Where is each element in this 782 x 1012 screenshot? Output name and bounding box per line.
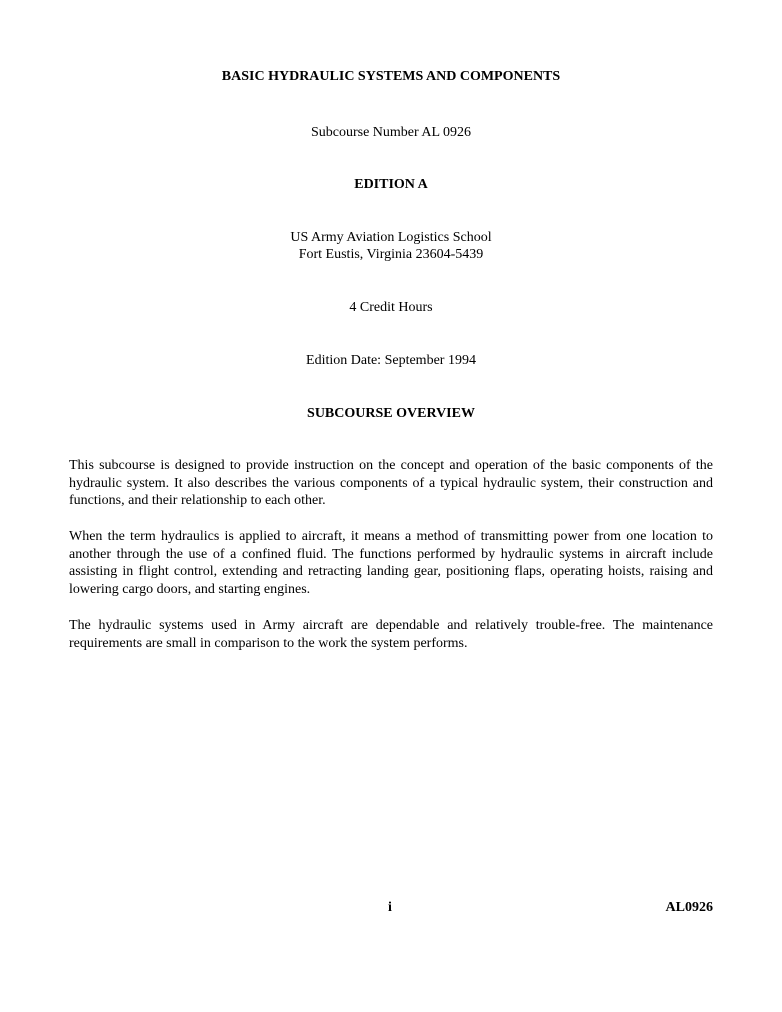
subcourse-number: Subcourse Number AL 0926 <box>310 125 472 140</box>
document-id: AL0926 <box>665 900 713 915</box>
school-name: US Army Aviation Logistics School <box>290 230 492 245</box>
page-number: i <box>388 900 392 915</box>
overview-heading: SUBCOURSE OVERVIEW <box>307 406 475 421</box>
document-title: BASIC HYDRAULIC SYSTEMS AND COMPONENTS <box>221 69 561 84</box>
overview-paragraph-3: The hydraulic systems used in Army aircraft are dependable and relatively trouble-free. The maintenance requirements are small in comparison to the work the system performs. <box>69 618 713 651</box>
credit-hours: 4 Credit Hours <box>349 300 433 315</box>
overview-paragraph-1: This subcourse is designed to provide instruction on the concept and operation of the basic components of the hydraulic system. It also describes the various components of a typical hydraulic system, their construction and functions, and their relationship to each other. <box>69 458 713 509</box>
edition-label: EDITION A <box>354 177 428 192</box>
overview-paragraph-2: When the term hydraulics is applied to aircraft, it means a method of transmitting power from one location to another through the use of a confined fluid. The functions performed by hydraulic systems in aircraft include assisting in flight control, extending and retracting landing gear, positioning flaps, operating hoists, raising and lowering cargo doors, and starting engines. <box>69 529 713 598</box>
edition-date: Edition Date: September 1994 <box>306 353 476 368</box>
school-address: Fort Eustis, Virginia 23604-5439 <box>298 247 484 262</box>
